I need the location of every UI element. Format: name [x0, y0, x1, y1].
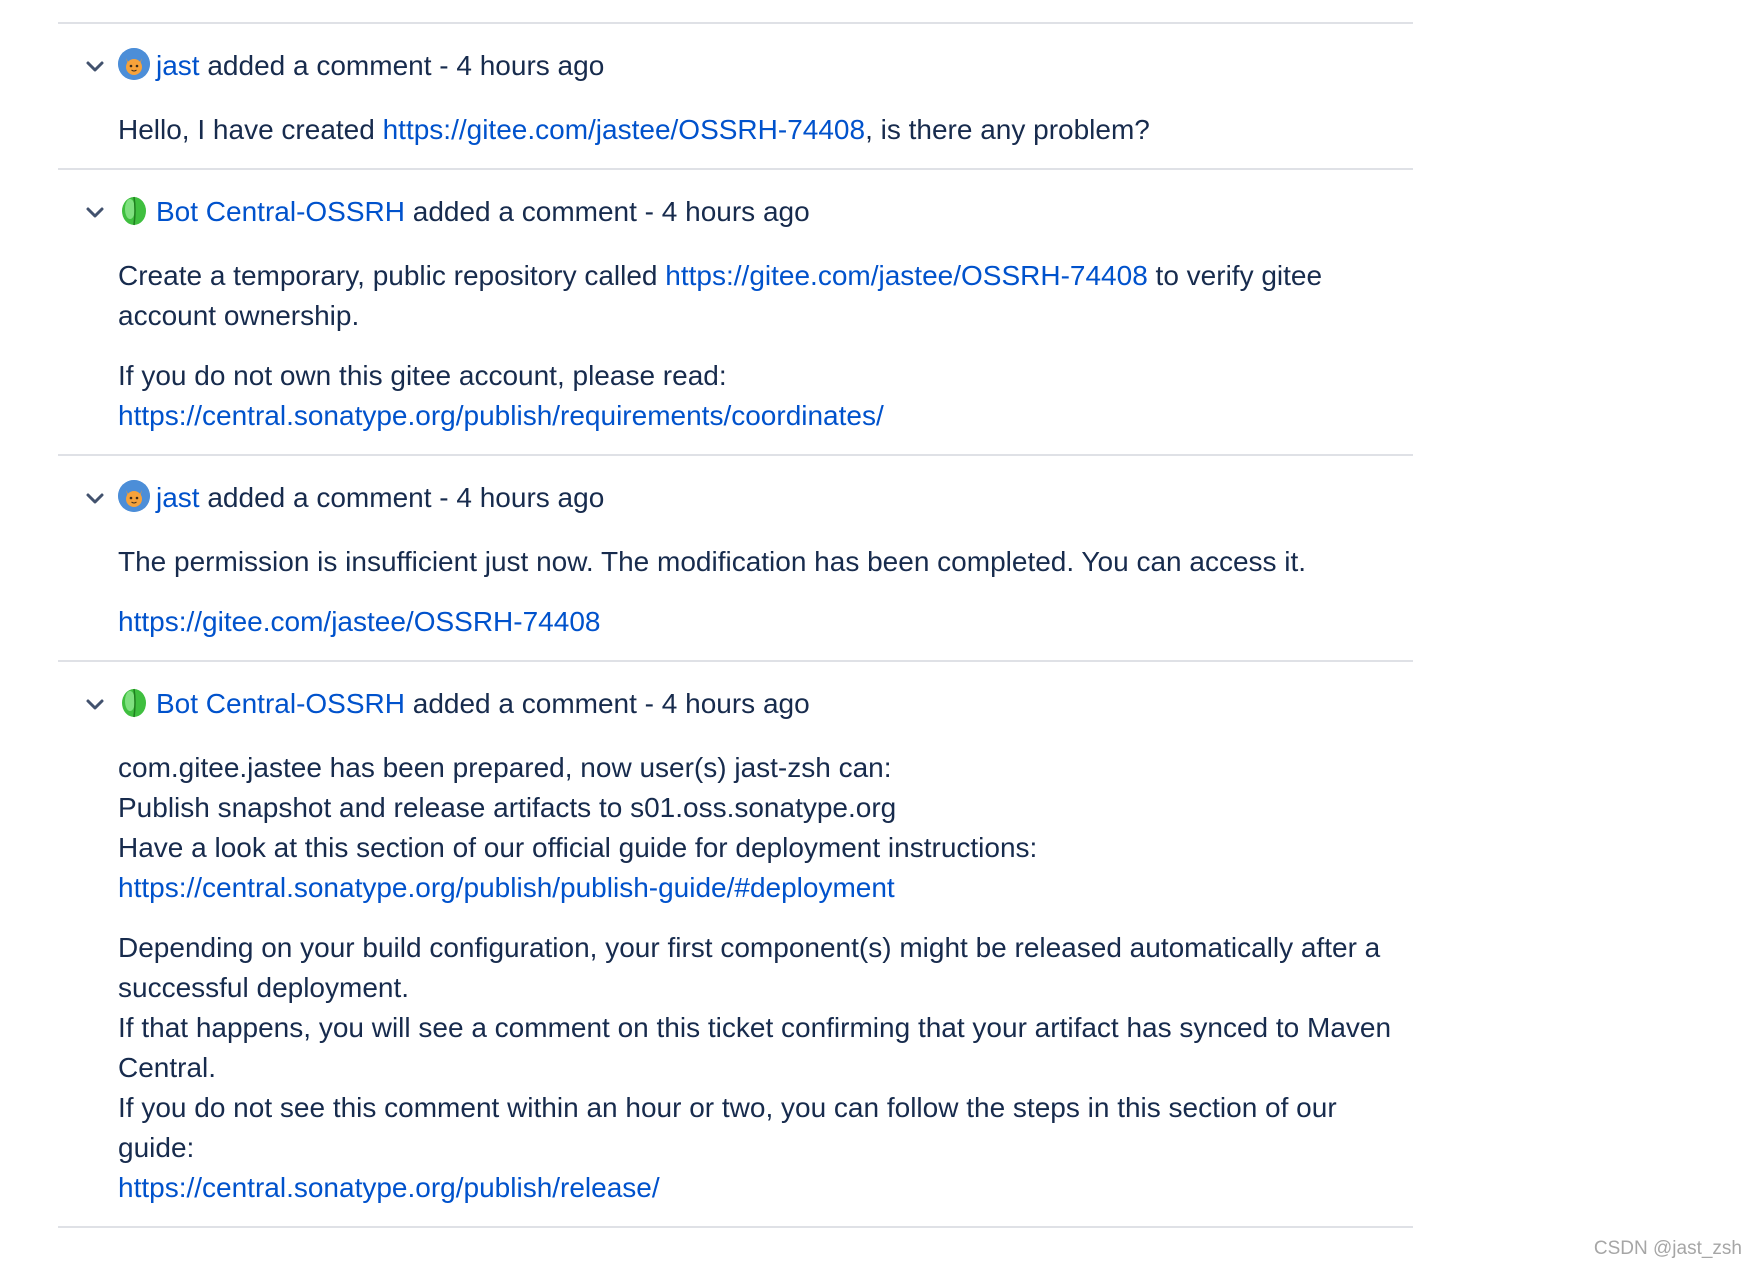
body-text: Publish snapshot and release artifacts to s01.oss.sonatype.org	[118, 792, 897, 823]
comment-body	[118, 542, 1408, 642]
body-text: to verify gitee account ownership.	[118, 260, 1323, 331]
repo-link[interactable]: https://gitee.com/jastee/OSSRH-74408	[118, 606, 601, 637]
comment-header	[58, 192, 1413, 232]
comment-body	[118, 256, 1408, 436]
comment-header-text	[156, 46, 604, 86]
comment-header-text	[156, 192, 810, 232]
leaf-avatar-icon[interactable]	[118, 686, 150, 718]
comment-action: added a comment - 4 hours ago	[199, 50, 605, 81]
cat-avatar-icon[interactable]	[118, 48, 150, 80]
comment-paragraph	[118, 748, 1408, 908]
body-text: , is there any problem?	[865, 114, 1150, 145]
comment-header-text	[156, 684, 810, 724]
author-link[interactable]: Bot Central-OSSRH	[156, 688, 405, 719]
comment-paragraph	[118, 602, 1408, 642]
body-text: Depending on your build configuration, your first component(s) might be released automatically after a successful deployment.	[118, 932, 1381, 1003]
comment-header-text	[156, 478, 604, 518]
chevron-down-icon[interactable]	[84, 202, 106, 224]
repo-link[interactable]: https://gitee.com/jastee/OSSRH-74408	[665, 260, 1148, 291]
chevron-down-icon[interactable]	[84, 56, 106, 78]
coordinates-link[interactable]: https://central.sonatype.org/publish/requirements/coordinates/	[118, 400, 884, 431]
watermark: CSDN @jast_zsh	[1593, 1238, 1742, 1259]
chevron-down-icon[interactable]	[84, 488, 106, 510]
body-text: Hello, I have created	[118, 114, 383, 145]
body-text: Have a look at this section of our official guide for deployment instructions:	[118, 832, 1038, 863]
comment-header	[58, 684, 1413, 724]
author-link[interactable]: jast	[156, 50, 200, 81]
comment-action: added a comment - 4 hours ago	[199, 482, 605, 513]
comment-paragraph: The permission is insufficient just now. The modification has been completed. You can access it.	[118, 546, 1307, 577]
body-text: If you do not see this comment within an hour or two, you can follow the steps in this section of our guide:	[118, 1092, 1337, 1163]
comment	[58, 662, 1413, 1228]
repo-link[interactable]: https://gitee.com/jastee/OSSRH-74408	[382, 114, 866, 145]
comment	[58, 24, 1413, 170]
comment-header	[58, 478, 1413, 518]
body-text: If you do not own this gitee account, please read:	[118, 360, 727, 391]
cat-avatar-icon[interactable]	[118, 480, 150, 512]
leaf-avatar-icon[interactable]	[118, 194, 150, 226]
comment-paragraph	[118, 356, 1408, 436]
comment-paragraph	[118, 110, 1408, 150]
author-link[interactable]: jast	[156, 482, 200, 513]
release-guide-link[interactable]: https://central.sonatype.org/publish/release/	[118, 1172, 660, 1203]
comment-paragraph	[118, 256, 1408, 336]
author-link[interactable]: Bot Central-OSSRH	[156, 196, 405, 227]
body-text: com.gitee.jastee has been prepared, now user(s) jast-zsh can:	[118, 752, 892, 783]
comment-paragraph	[118, 928, 1408, 1208]
comment-action: added a comment - 4 hours ago	[404, 688, 810, 719]
comment	[58, 456, 1413, 662]
deployment-guide-link[interactable]: https://central.sonatype.org/publish/publish-guide/#deployment	[118, 872, 895, 903]
body-text: If that happens, you will see a comment on this ticket confirming that your artifact has synced to Maven Central.	[118, 1012, 1392, 1083]
comment-body	[118, 748, 1408, 1208]
comment-header	[58, 46, 1413, 86]
body-text: Create a temporary, public repository called	[118, 260, 666, 291]
comment-list	[58, 22, 1413, 1228]
comment-body	[118, 110, 1408, 150]
chevron-down-icon[interactable]	[84, 694, 106, 716]
comment-action: added a comment - 4 hours ago	[404, 196, 810, 227]
comment	[58, 170, 1413, 456]
